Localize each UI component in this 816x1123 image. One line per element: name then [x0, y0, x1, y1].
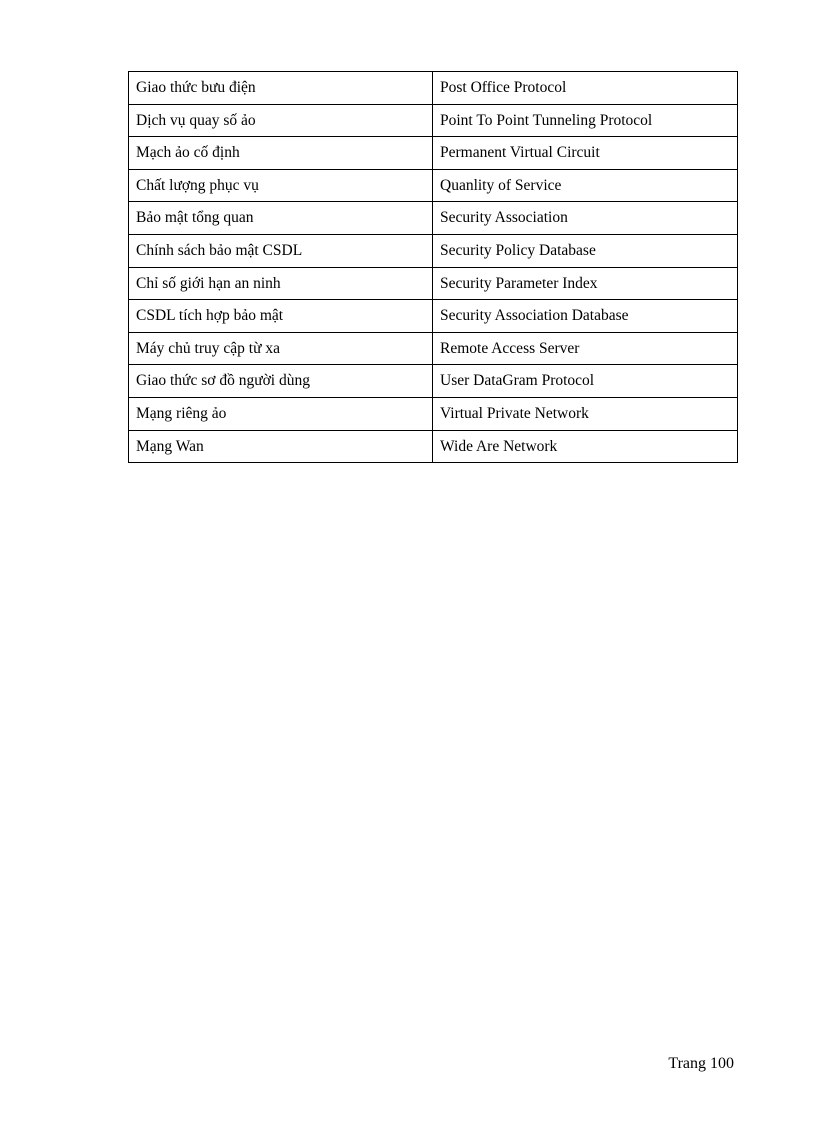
- vietnamese-term-cell: Chính sách bảo mật CSDL: [129, 234, 433, 267]
- english-term-cell: Security Association: [433, 202, 738, 235]
- table-row: [129, 430, 738, 463]
- english-term-cell: Security Parameter Index: [433, 267, 738, 300]
- table-row: [129, 169, 738, 202]
- vietnamese-term-cell: Giao thức sơ đồ người dùng: [129, 365, 433, 398]
- table-row: [129, 234, 738, 267]
- english-term-cell: Permanent Virtual Circuit: [433, 137, 738, 170]
- english-term-cell: Wide Are Network: [433, 430, 738, 463]
- english-term-cell: Security Policy Database: [433, 234, 738, 267]
- english-term-cell: Quanlity of Service: [433, 169, 738, 202]
- english-term-cell: Security Association Database: [433, 300, 738, 333]
- vietnamese-term-cell: Mạch ảo cố định: [129, 137, 433, 170]
- vietnamese-term-cell: Mạng riêng ảo: [129, 397, 433, 430]
- table-row: [129, 397, 738, 430]
- vietnamese-term-cell: Bảo mật tổng quan: [129, 202, 433, 235]
- english-term-cell: User DataGram Protocol: [433, 365, 738, 398]
- vietnamese-term-cell: Chất lượng phục vụ: [129, 169, 433, 202]
- english-term-cell: Point To Point Tunneling Protocol: [433, 104, 738, 137]
- table-row: [129, 300, 738, 333]
- vietnamese-term-cell: Chỉ số giới hạn an ninh: [129, 267, 433, 300]
- table-row: [129, 332, 738, 365]
- vietnamese-term-cell: Máy chủ truy cập từ xa: [129, 332, 433, 365]
- vietnamese-term-cell: CSDL tích hợp bảo mật: [129, 300, 433, 333]
- vietnamese-term-cell: Giao thức bưu điện: [129, 72, 433, 105]
- table-row: [129, 202, 738, 235]
- table-row: [129, 137, 738, 170]
- vietnamese-term-cell: Mạng Wan: [129, 430, 433, 463]
- english-term-cell: Post Office Protocol: [433, 72, 738, 105]
- vietnamese-term-cell: Dịch vụ quay số ảo: [129, 104, 433, 137]
- english-term-cell: Remote Access Server: [433, 332, 738, 365]
- table-row: [129, 104, 738, 137]
- table-row: [129, 72, 738, 105]
- page-number: Trang 100: [668, 1055, 734, 1072]
- table-row: [129, 267, 738, 300]
- glossary-table: [128, 71, 738, 463]
- table-row: [129, 365, 738, 398]
- english-term-cell: Virtual Private Network: [433, 397, 738, 430]
